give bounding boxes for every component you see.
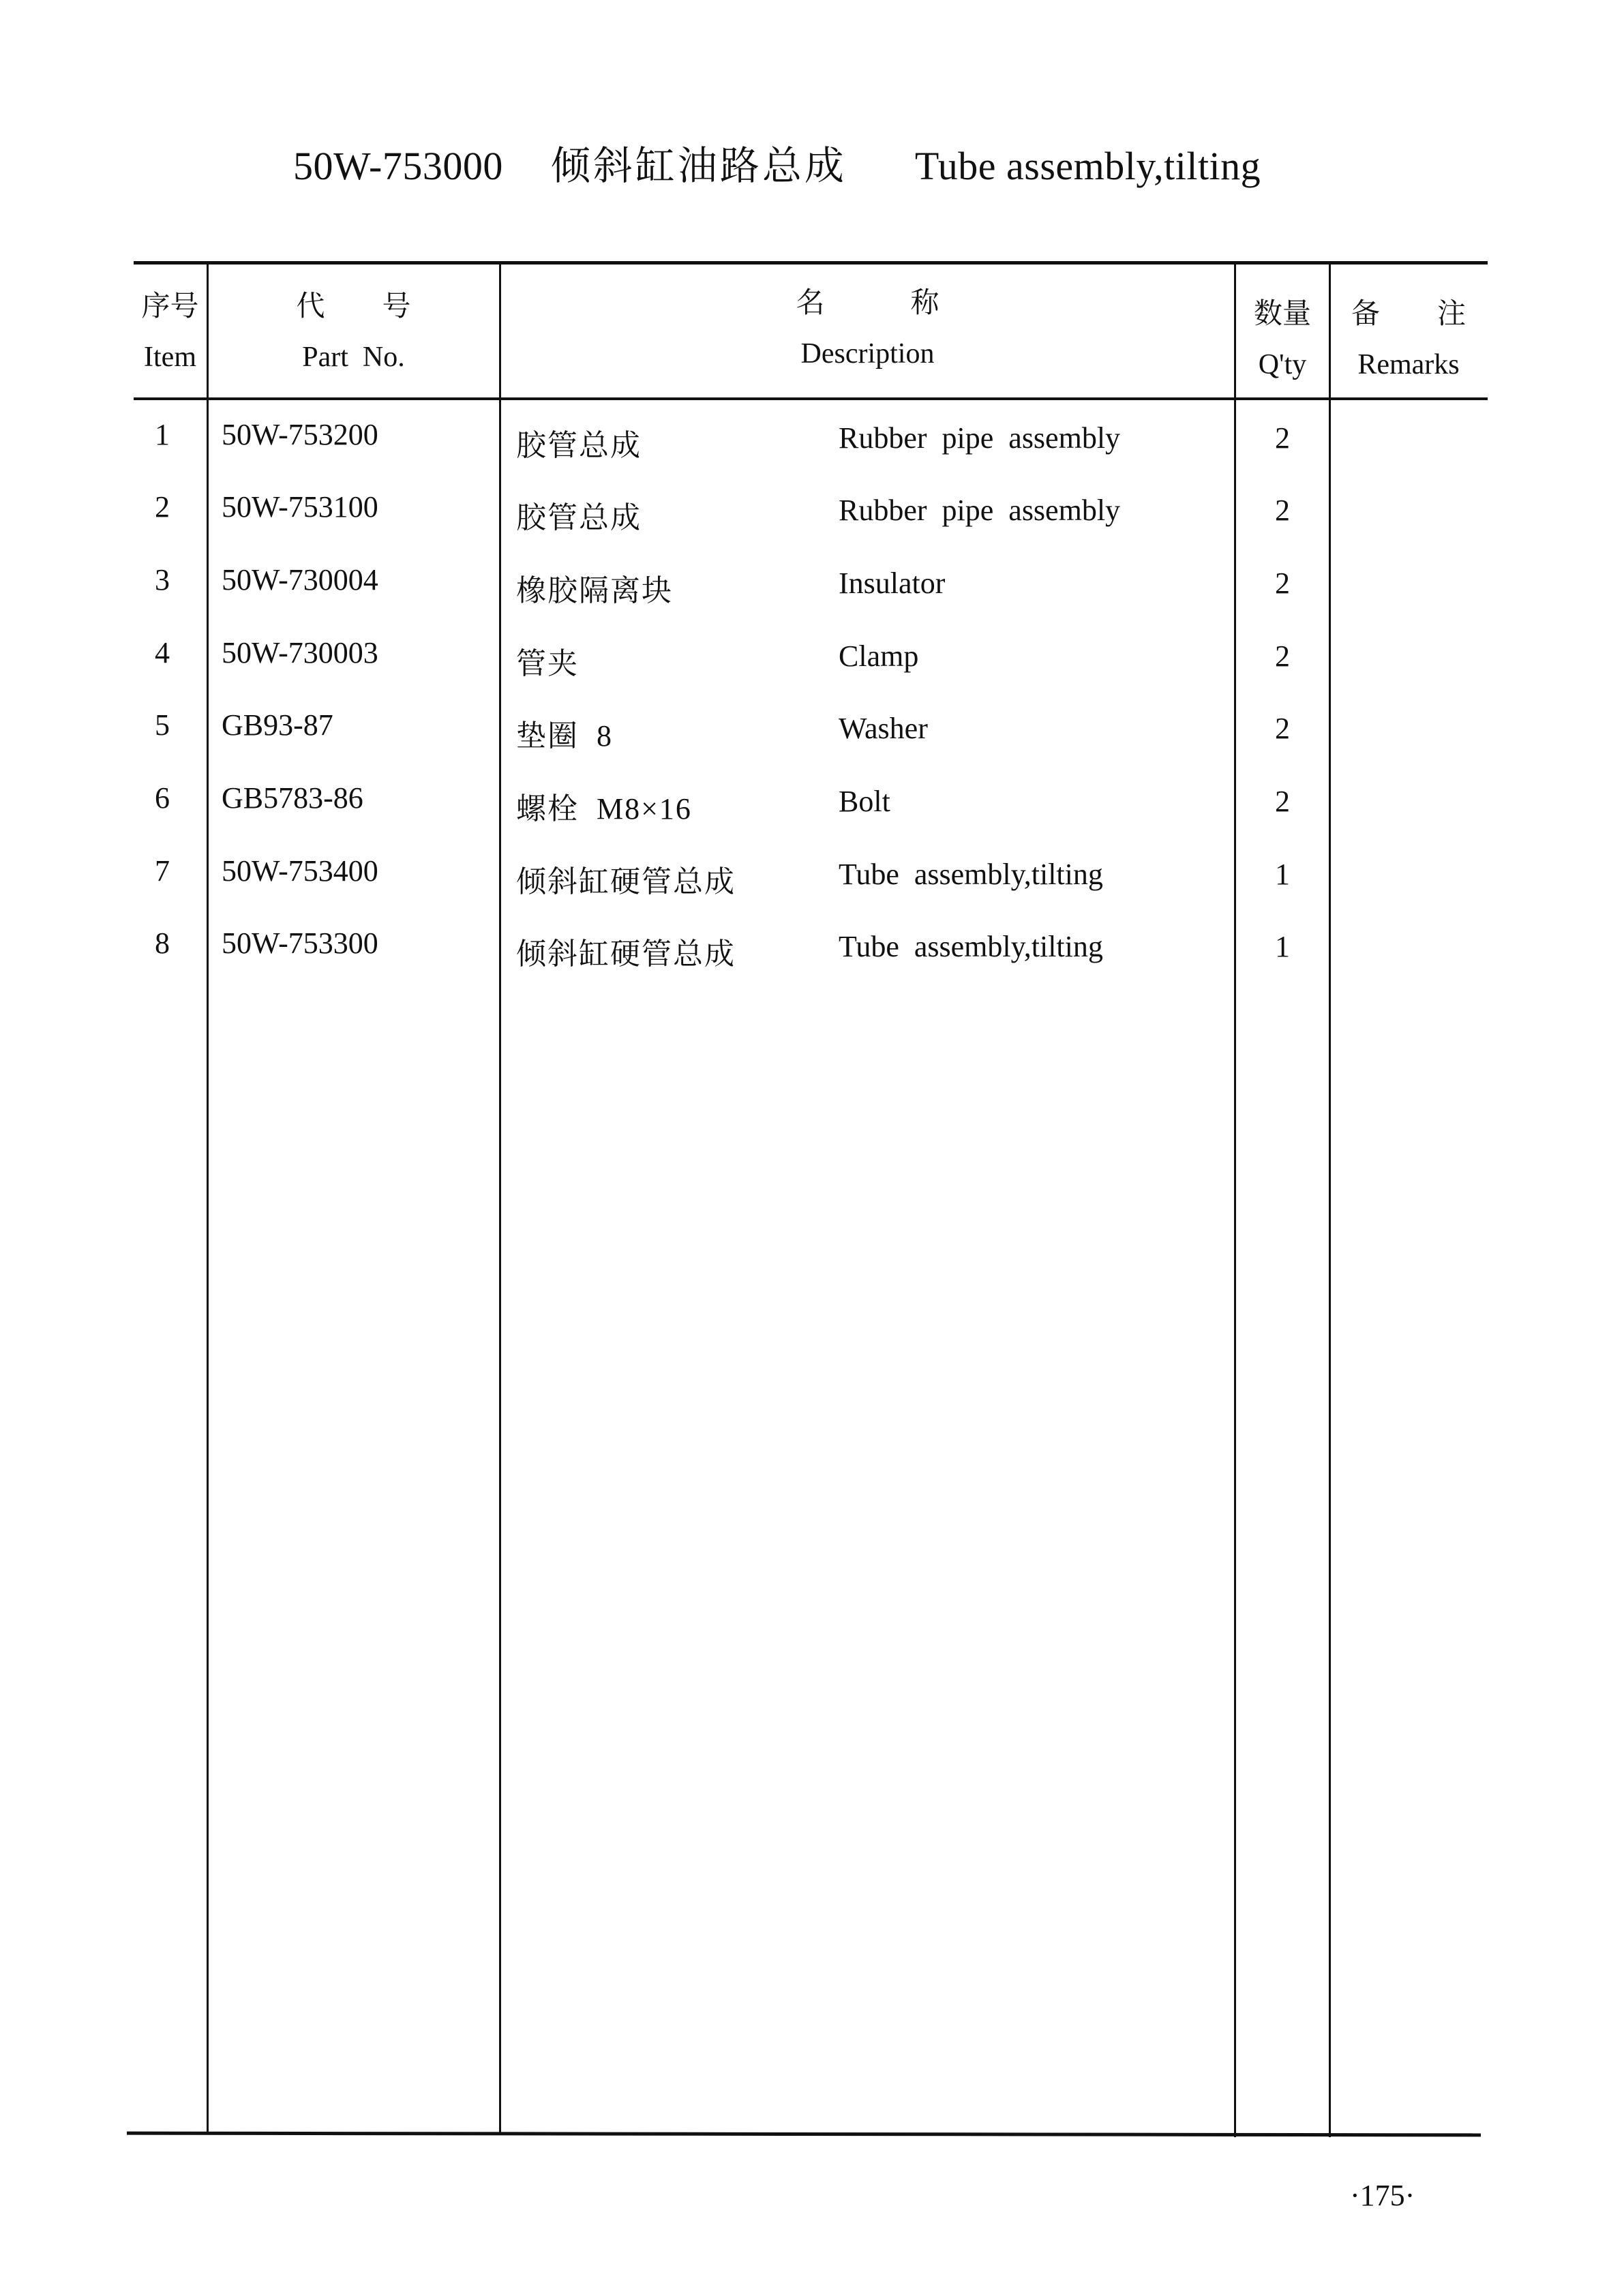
header-description (501, 278, 1234, 379)
row-item: 2 (155, 490, 170, 524)
row-item: 5 (155, 708, 170, 742)
header-remarks-cn: 备 注 (1351, 299, 1466, 330)
row-desc-cn: 垫圈 8 (516, 719, 613, 753)
row-part-no: 50W-753200 (222, 418, 378, 451)
row-item: 3 (155, 563, 170, 596)
row-item: 8 (155, 926, 170, 960)
row-desc-cn: 管夹 (516, 647, 579, 680)
row-desc-cn: 胶管总成 (516, 429, 642, 462)
row-desc-cn: 胶管总成 (516, 501, 642, 534)
header-description-cn: 名 称 (796, 288, 939, 319)
row-item: 4 (155, 636, 170, 669)
row-part-no: 50W-730004 (222, 563, 378, 596)
column-divider-item (207, 262, 209, 2134)
row-item: 6 (155, 781, 170, 815)
row-part-no: 50W-753300 (222, 926, 378, 960)
header-qty-en: Q'ty (1258, 349, 1307, 380)
row-qty: 2 (1275, 712, 1290, 745)
title-name-cn: 倾斜缸油路总成 (550, 144, 847, 188)
title-name-en: Tube assembly,tilting (914, 144, 1261, 188)
row-qty: 1 (1275, 930, 1290, 963)
row-desc-en: Tube assembly,tilting (839, 930, 1103, 963)
page-title (293, 134, 1261, 191)
row-desc-en: Rubber pipe assembly (839, 494, 1121, 527)
row-desc-cn: 倾斜缸硬管总成 (516, 937, 736, 971)
header-qty (1236, 289, 1329, 390)
row-part-no: 50W-730003 (222, 636, 378, 669)
row-qty: 2 (1275, 639, 1290, 673)
title-part-code: 50W-753000 (293, 144, 503, 188)
header-remarks-en: Remarks (1357, 349, 1460, 380)
row-part-no: 50W-753100 (222, 490, 378, 524)
header-qty-cn: 数量 (1253, 299, 1311, 330)
row-desc-en: Washer (839, 712, 928, 745)
row-desc-cn: 倾斜缸硬管总成 (516, 865, 736, 898)
table-bottom-rule (127, 2132, 1481, 2137)
header-part-no-en: Part No. (302, 342, 405, 373)
header-item (134, 282, 207, 382)
header-remarks (1331, 289, 1486, 390)
row-item: 1 (155, 418, 170, 451)
column-divider-partno (499, 262, 501, 2134)
row-qty: 2 (1275, 785, 1290, 818)
row-desc-cn: 螺栓 M8×16 (516, 792, 692, 826)
row-qty: 1 (1275, 858, 1290, 891)
header-part-no (208, 282, 499, 382)
table-top-rule (134, 261, 1488, 265)
row-part-no: 50W-753400 (222, 854, 378, 888)
row-qty: 2 (1275, 494, 1290, 527)
row-desc-en: Clamp (839, 639, 919, 673)
row-desc-en: Tube assembly,tilting (839, 858, 1103, 891)
row-qty: 2 (1275, 567, 1290, 600)
header-part-no-cn: 代 号 (296, 291, 411, 322)
column-divider-description (1234, 262, 1236, 2137)
row-desc-en: Bolt (839, 785, 890, 818)
header-description-en: Description (800, 338, 935, 369)
row-part-no: GB93-87 (222, 708, 333, 742)
row-desc-cn: 橡胶隔离块 (516, 574, 673, 607)
header-item-en: Item (144, 342, 196, 373)
page-number: ·175· (1350, 2179, 1415, 2212)
row-qty: 2 (1275, 421, 1290, 455)
header-item-cn: 序号 (141, 291, 199, 322)
row-item: 7 (155, 854, 170, 888)
row-desc-en: Insulator (839, 567, 946, 600)
row-desc-en: Rubber pipe assembly (839, 421, 1121, 455)
row-part-no: GB5783-86 (222, 781, 363, 815)
header-bottom-rule (134, 397, 1488, 400)
column-divider-qty (1329, 262, 1331, 2137)
